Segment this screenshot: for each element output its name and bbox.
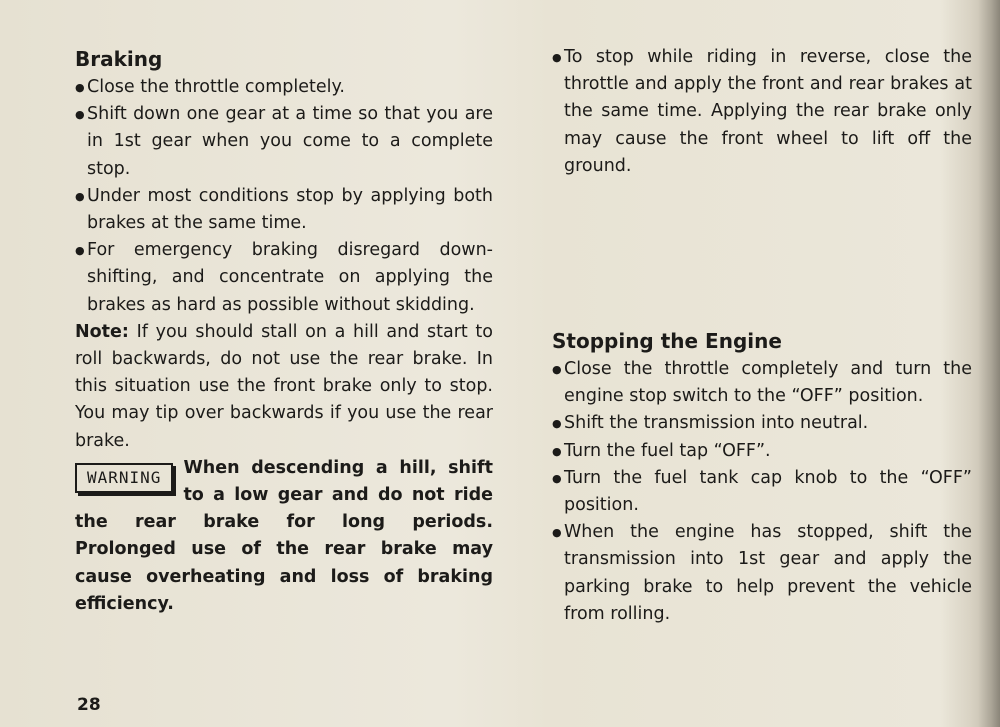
braking-bullet: ● Shift down one gear at a time so that you are in 1st gear when you come to a complete stop. [75, 101, 493, 183]
warning-text: When descending a hill, shift to a low gear and do not ride the rear brake for long periods. Prolonged use of the rear brake may cause overheating and loss of braking efficiency. [75, 457, 493, 614]
stopping-engine-list [552, 356, 972, 628]
page-edge-shadow [978, 0, 1000, 727]
page-number: 28 [77, 695, 101, 715]
note-text: If you should stall on a hill and start to roll backwards, do not use the rear brake. In this situation use the front brake only to stop. You may tip over backwards if you use the rear brake. [75, 321, 493, 451]
note-label: Note: [75, 321, 129, 342]
stopping-bullet: ● Shift the transmission into neutral. [552, 410, 972, 437]
stopping-engine-heading: Stopping the Engine [552, 329, 782, 354]
stopping-bullet: ● Close the throttle completely and turn the engine stop switch to the “OFF” position. [552, 356, 972, 410]
warning-block [75, 455, 493, 618]
braking-heading: Braking [75, 47, 163, 71]
reverse-list [552, 44, 972, 180]
braking-bullet: ● Close the throttle completely. [75, 74, 493, 101]
reverse-bullet: ● To stop while riding in reverse, close the throttle and apply the front and rear brakes at the same time. Applying the rear brake only may cause the front wheel to lift off the ground. [552, 44, 972, 180]
left-column [75, 44, 493, 618]
stopping-bullet: ● Turn the fuel tank cap knob to the “OFF” position. [552, 465, 972, 519]
braking-list [75, 74, 493, 319]
braking-bullet: ● Under most conditions stop by applying both brakes at the same time. [75, 183, 493, 237]
braking-bullet: ● For emergency braking disregard down-shifting, and concentrate on applying the brakes as hard as possible without skidding. [75, 237, 493, 319]
warning-badge: WARNING [75, 463, 173, 493]
right-column [552, 44, 972, 628]
stopping-bullet: ● Turn the fuel tap “OFF”. [552, 438, 972, 465]
stall-note [75, 319, 493, 455]
stopping-bullet: ● When the engine has stopped, shift the transmission into 1st gear and apply the parking brake to help prevent the vehicle from rolling. [552, 519, 972, 628]
